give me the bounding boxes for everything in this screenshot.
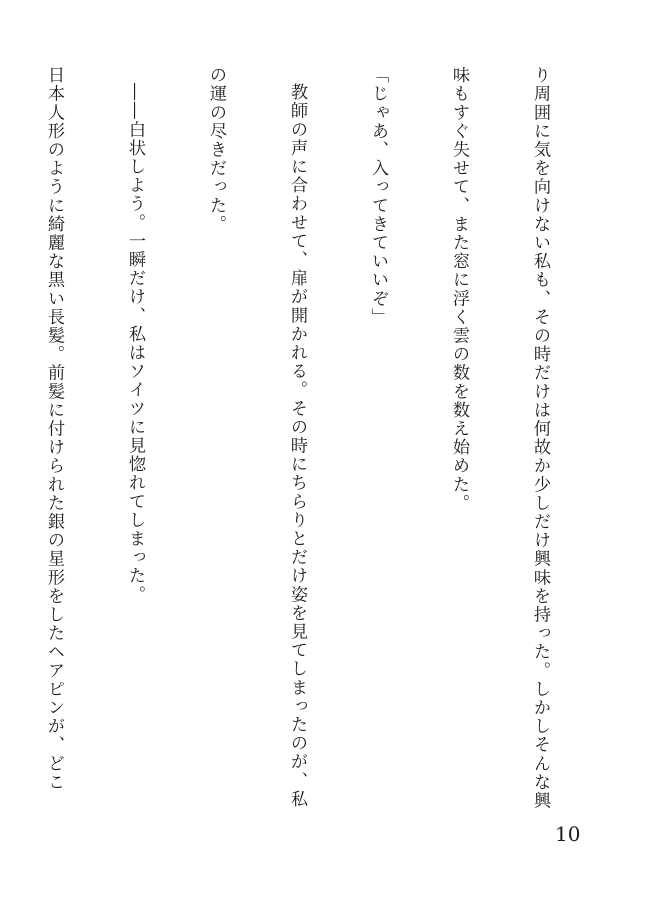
text-line: 教師の声に合わせて、扉が開かれる。その時にちらりとだけ姿を見てしまったのが、私 bbox=[287, 83, 307, 809]
vertical-text-body bbox=[0, 66, 607, 846]
page-number: 10 bbox=[555, 822, 581, 846]
text-line: 味もすぐ失せて、また窓に浮く雲の数を数え始めた。 bbox=[449, 66, 469, 513]
text-line: 日本人形のように綺麗な黒い長髪。前髪に付けられた銀の星形をしたヘアピンが、どこ bbox=[44, 66, 64, 792]
dialogue-line: 「じゃあ、入ってきていいぞ」 bbox=[368, 66, 388, 327]
text-line: の運の尽きだった。 bbox=[206, 66, 226, 234]
text-line: ――白状しよう。一瞬だけ、私はソイツに見惚れてしまった。 bbox=[125, 83, 145, 604]
text-line: り周囲に気を向けない私も、その時だけは何故か少しだけ興味を持った。しかしそんな興 bbox=[530, 66, 550, 810]
